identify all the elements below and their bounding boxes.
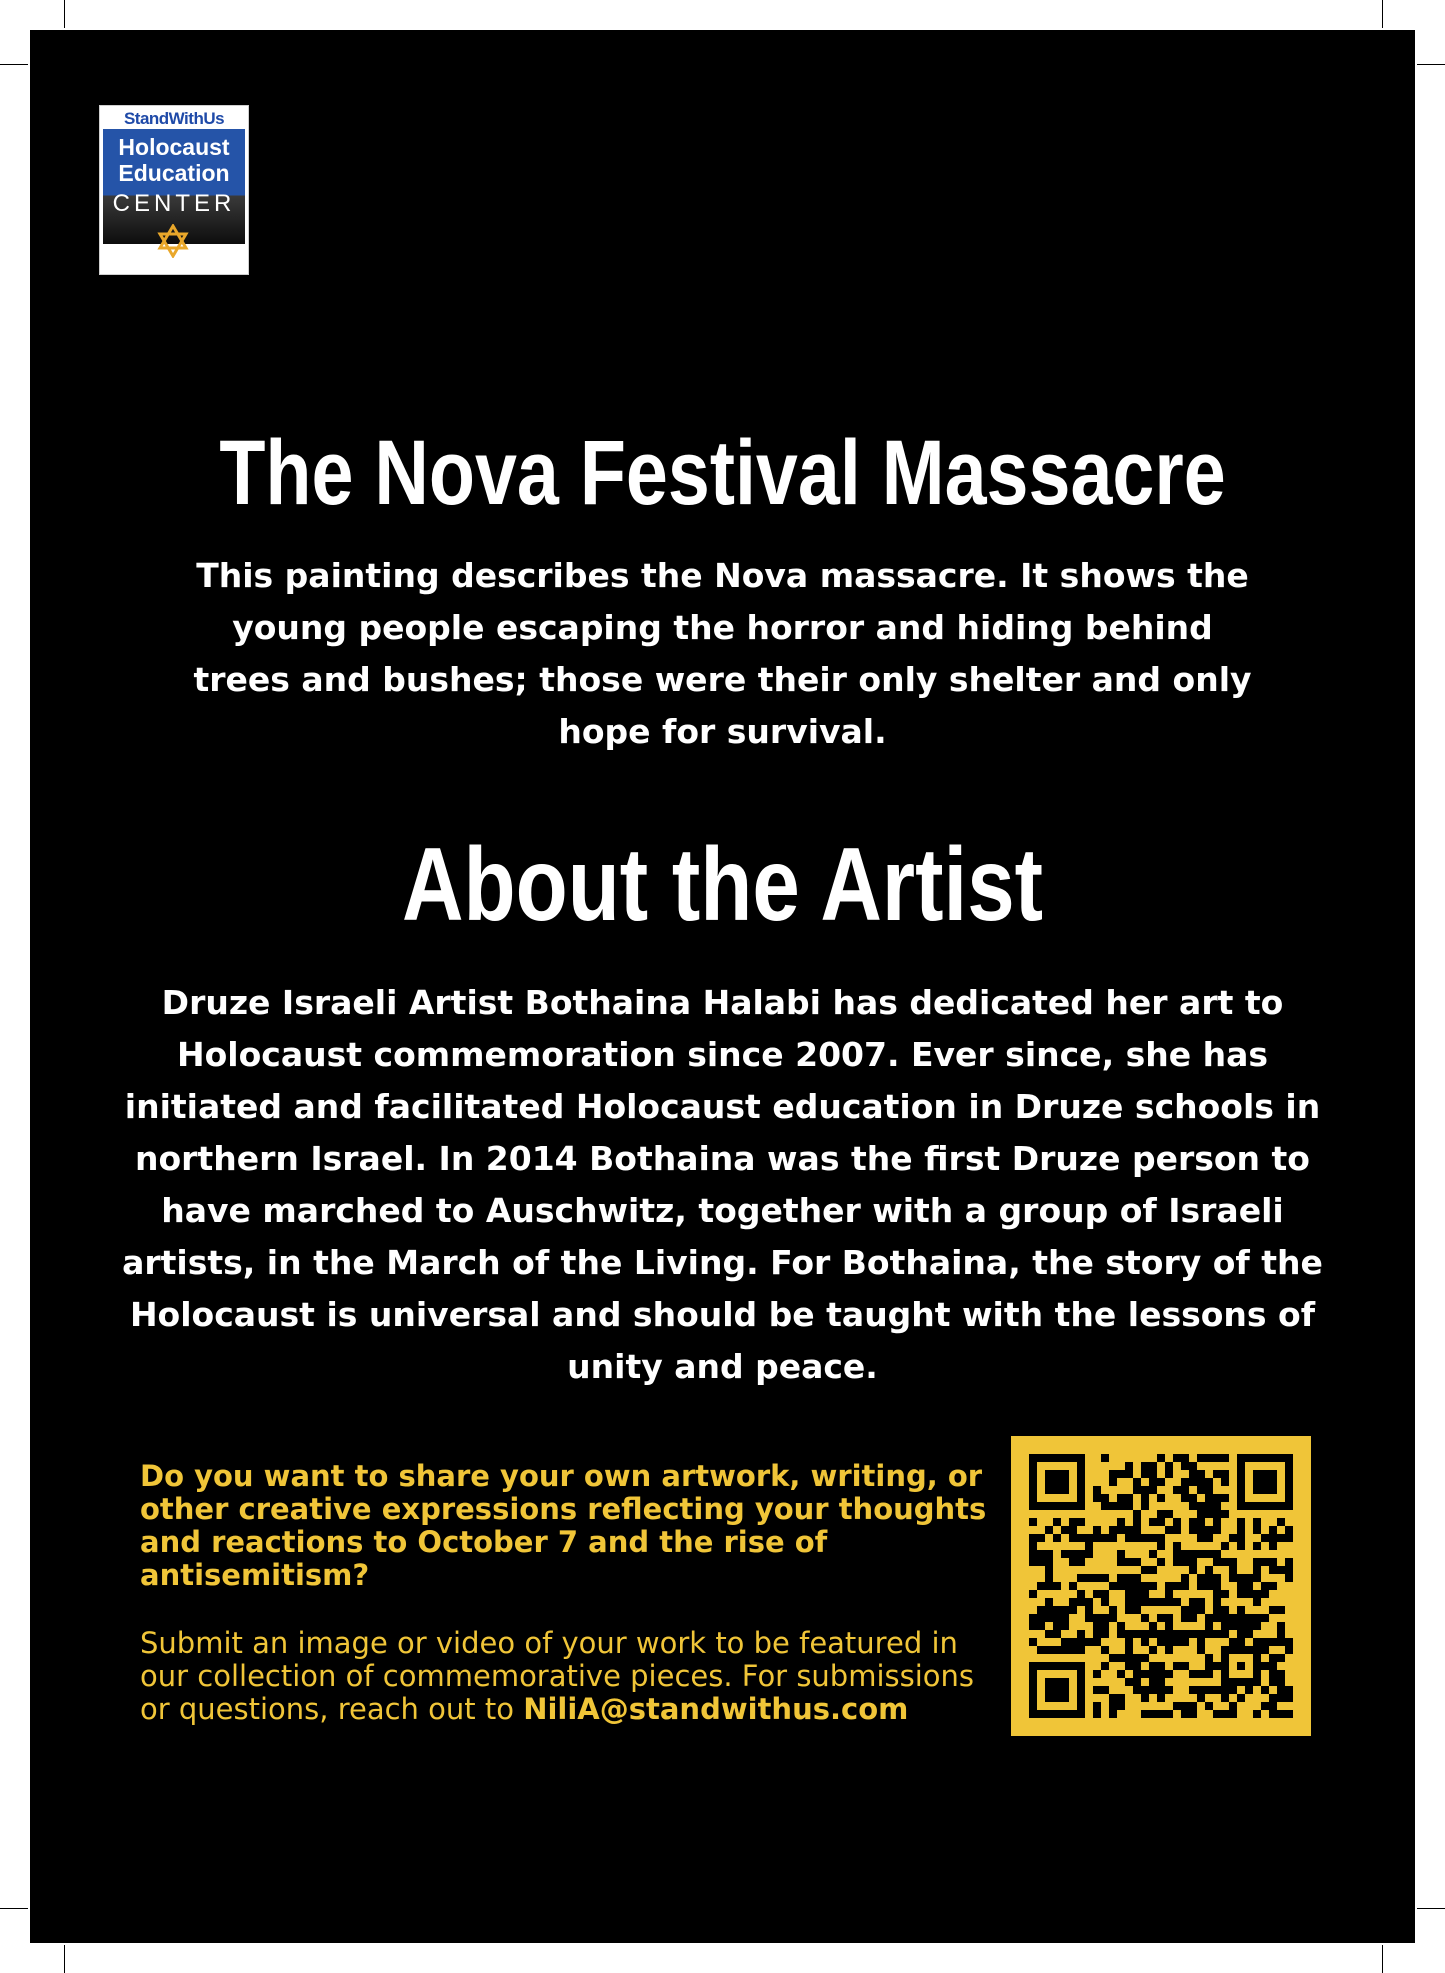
crop-mark — [64, 1945, 65, 1973]
painting-description: This painting describes the Nova massacre. It shows the young people escaping the horror and hiding behind trees and bushes; those were their only shelter and only hope for survival. — [193, 556, 1252, 751]
logo-brand: StandWithUs — [103, 109, 245, 129]
logo-line-2: Education — [118, 160, 230, 186]
qr-code-icon — [1029, 1454, 1293, 1718]
logo-line-1: Holocaust — [118, 134, 230, 160]
call-to-action: Do you want to share your own artwork, writing, or other creative expressions reflecting your thoughts and reactions to October 7 and the rise of antisemitism? — [140, 1459, 987, 1592]
crop-mark — [64, 0, 65, 28]
poster-panel — [30, 30, 1415, 1943]
crop-mark — [0, 1908, 28, 1909]
artist-bio: Druze Israeli Artist Bothaina Halabi has dedicated her art to Holocaust commemoration since 2007. Ever since, she has initiated and facilitated Holocaust education in Druze schools in northern Israel. In 2014 Bothaina was the first Druze person to have marched to Auschwitz, together with a group of Israeli artists, in the March of the Living. For Bothaina, the story of the Holocaust is universal and should be taught with the lessons of unity and peace. — [122, 983, 1323, 1386]
contact-email[interactable]: NiliA@standwithus.com — [523, 1692, 909, 1726]
star-of-david-icon — [156, 224, 190, 258]
crop-mark — [1417, 1908, 1445, 1909]
crop-mark — [0, 64, 28, 65]
submission-text: Submit an image or video of your work to be featured in our collection of commemorative pieces. For submissions or questions, reach out to — [140, 1626, 975, 1726]
crop-mark — [1382, 0, 1383, 28]
about-artist-title: About the Artist — [401, 827, 1044, 943]
logo-line-3: CENTER — [112, 190, 236, 217]
crop-mark — [1382, 1945, 1383, 1973]
nova-massacre-title: The Nova Festival Massacre — [219, 422, 1226, 524]
qr-code[interactable] — [1011, 1436, 1311, 1736]
crop-mark — [1417, 64, 1445, 65]
standwithus-logo — [99, 105, 249, 275]
submission-info — [140, 1627, 990, 1726]
